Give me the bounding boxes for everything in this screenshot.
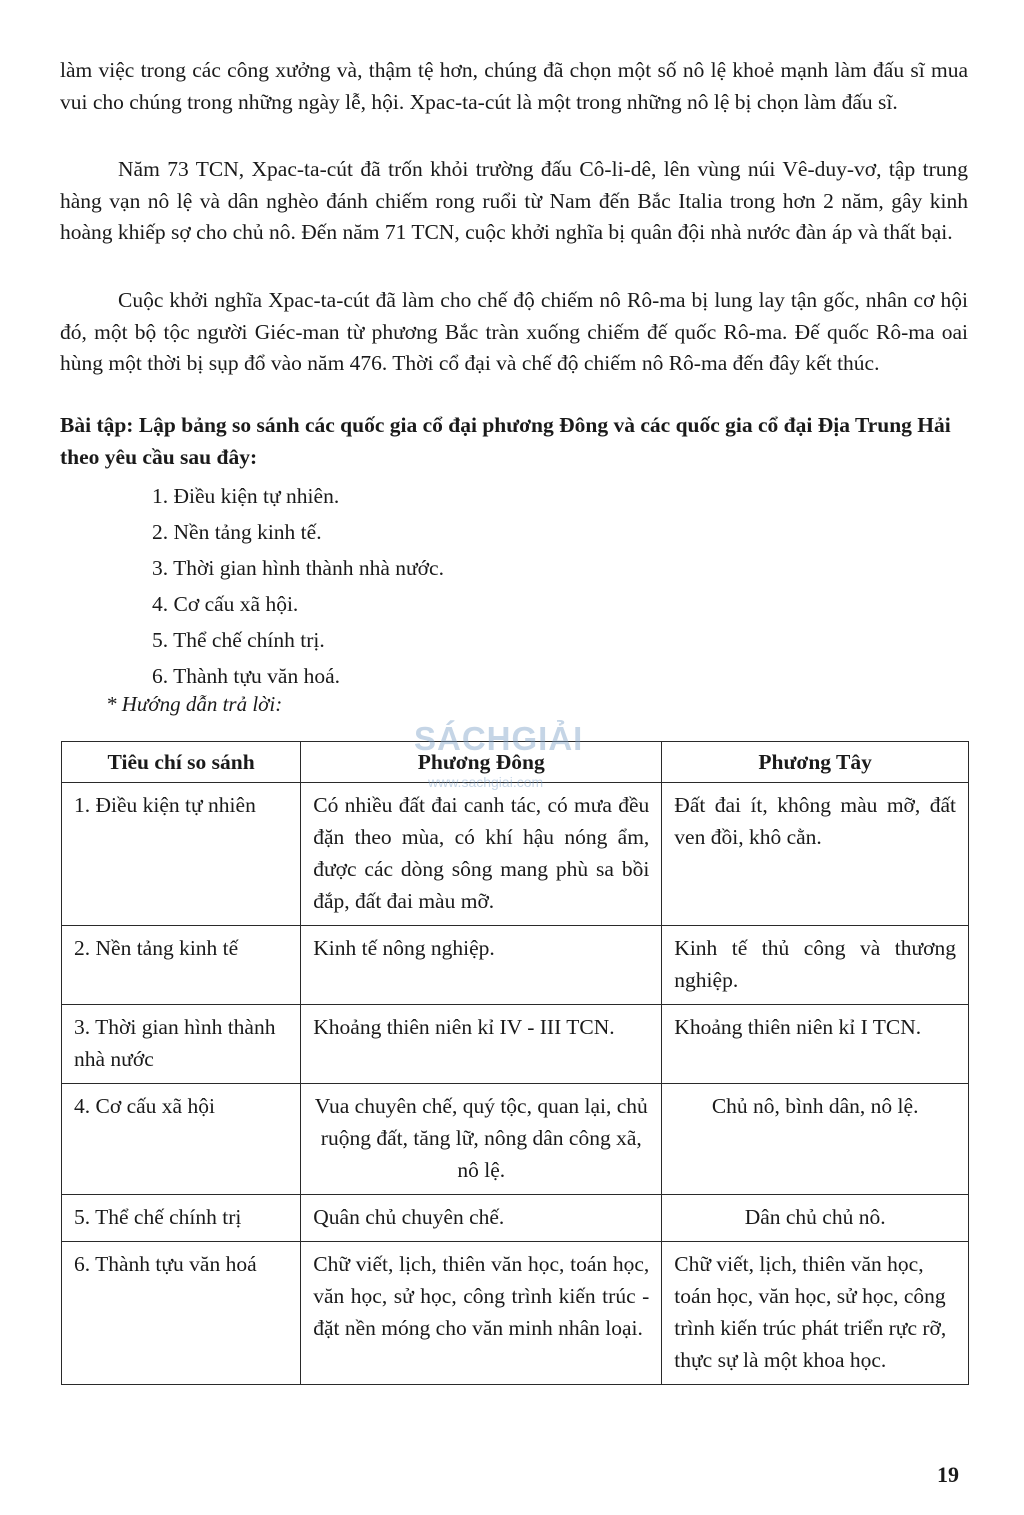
east-cell: Kinh tế nông nghiệp. xyxy=(301,926,662,1005)
table-row xyxy=(62,1084,969,1195)
criteria-cell: 1. Điều kiện tự nhiên xyxy=(62,783,301,926)
criteria-cell: 6. Thành tựu văn hoá xyxy=(62,1242,301,1385)
requirement-item: 3. Thời gian hình thành nhà nước. xyxy=(152,556,444,580)
west-cell: Dân chủ chủ nô. xyxy=(662,1195,969,1242)
header-criteria: Tiêu chí so sánh xyxy=(62,742,301,783)
table-header-row xyxy=(62,742,969,783)
criteria-cell: 4. Cơ cấu xã hội xyxy=(62,1084,301,1195)
paragraph-1: làm việc trong các công xưởng và, thậm tệ hơn, chúng đã chọn một số nô lệ khoẻ mạnh làm đấu sĩ mua vui cho chúng trong những ngày lễ, hội. Xpac-ta-cút là một trong những nô lệ bị chọn làm đấu sĩ. xyxy=(60,58,968,114)
header-east: Phương Đông xyxy=(301,742,662,783)
requirement-item: 1. Điều kiện tự nhiên. xyxy=(152,484,340,508)
watermark-logo-text: SÁCHGIẢI xyxy=(414,720,584,757)
west-cell: Kinh tế thủ công và thương nghiệp. xyxy=(662,926,969,1005)
requirement-list xyxy=(152,478,444,694)
west-cell: Khoảng thiên niên kỉ I TCN. xyxy=(662,1005,969,1084)
requirement-item: 2. Nền tảng kinh tế. xyxy=(152,520,322,544)
comparison-table xyxy=(61,741,969,1385)
west-cell: Chữ viết, lịch, thiên văn học, toán học, văn học, sử học, công trình kiến trúc phát triển rực rỡ, thực sự là một khoa học. xyxy=(662,1242,969,1385)
east-cell: Có nhiều đất đai canh tác, có mưa đều đặn theo mùa, có khí hậu nóng ẩm, được các dòng sông mang phù sa bồi đắp, đất đai màu mỡ. xyxy=(301,783,662,926)
paragraph-3: Cuộc khởi nghĩa Xpac-ta-cút đã làm cho chế độ chiếm nô Rô-ma bị lung lay tận gốc, nhân cơ hội đó, một bộ tộc người Giéc-man từ phương Bắc tràn xuống chiếm đế quốc Rô-ma. Đế quốc Rô-ma oai hùng một thời bị sụp đổ vào năm 476. Thời cổ đại và chế độ chiếm nô Rô-ma đến đây kết thúc. xyxy=(60,288,968,375)
answer-guide-label: * Hướng dẫn trả lời: xyxy=(106,692,283,716)
table-row xyxy=(62,783,969,926)
criteria-cell: 3. Thời gian hình thành nhà nước xyxy=(62,1005,301,1084)
requirement-item: 6. Thành tựu văn hoá. xyxy=(152,664,340,688)
east-cell: Chữ viết, lịch, thiên văn học, toán học, văn học, sử học, công trình kiến trúc - đặt nền móng cho văn minh nhân loại. xyxy=(301,1242,662,1385)
requirement-item: 4. Cơ cấu xã hội. xyxy=(152,592,299,616)
table-row xyxy=(62,1242,969,1385)
header-west: Phương Tây xyxy=(662,742,969,783)
paragraph-2: Năm 73 TCN, Xpac-ta-cút đã trốn khỏi trường đấu Cô-li-dê, lên vùng núi Vê-duy-vơ, tập trung hàng vạn nô lệ và dân nghèo đánh chiếm rong ruổi từ Nam đến Bắc Italia trong hơn 2 năm, gây kinh hoàng khiếp sợ cho chủ nô. Đến năm 71 TCN, cuộc khởi nghĩa bị quân đội nhà nước đàn áp và thất bại. xyxy=(60,157,968,244)
criteria-cell: 5. Thể chế chính trị xyxy=(62,1195,301,1242)
requirement-item: 5. Thể chế chính trị. xyxy=(152,628,325,652)
west-cell: Chủ nô, bình dân, nô lệ. xyxy=(662,1084,969,1195)
west-cell: Đất đai ít, không màu mỡ, đất ven đồi, khô cằn. xyxy=(662,783,969,926)
east-cell: Quân chủ chuyên chế. xyxy=(301,1195,662,1242)
east-cell: Khoảng thiên niên kỉ IV - III TCN. xyxy=(301,1005,662,1084)
table-row xyxy=(62,926,969,1005)
exercise-title: Bài tập: Lập bảng so sánh các quốc gia cổ đại phương Đông và các quốc gia cổ đại Địa Trung Hải theo yêu cầu sau đây: xyxy=(60,413,951,469)
table-row xyxy=(62,1195,969,1242)
watermark-url: www.sachgiai.com xyxy=(428,774,544,790)
table-row xyxy=(62,1005,969,1084)
east-cell: Vua chuyên chế, quý tộc, quan lại, chủ ruộng đất, tăng lữ, nông dân công xã, nô lệ. xyxy=(301,1084,662,1195)
criteria-cell: 2. Nền tảng kinh tế xyxy=(62,926,301,1005)
page-number: 19 xyxy=(937,1462,959,1487)
